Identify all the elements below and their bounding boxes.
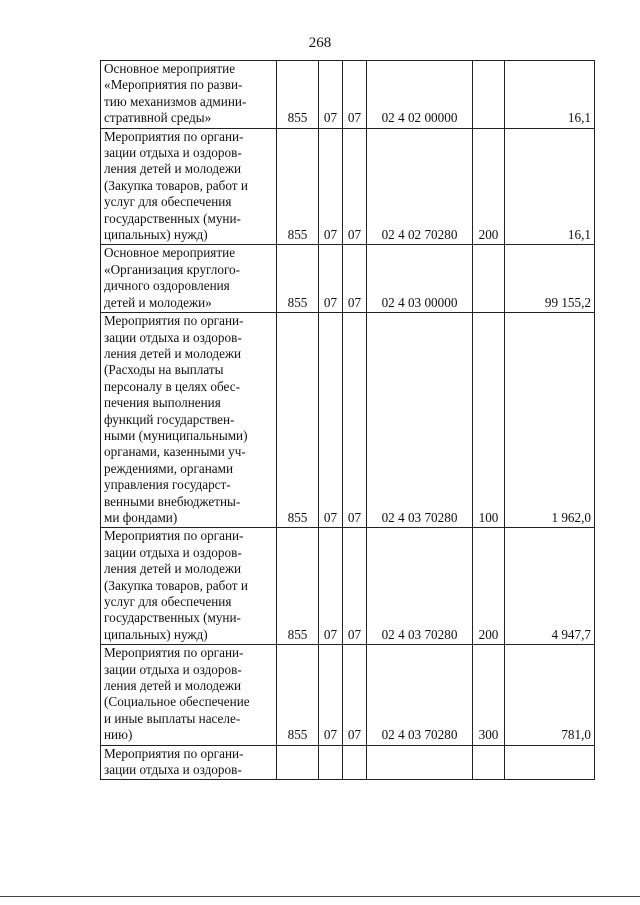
table-row [101, 128, 595, 245]
amount-cell: 4 947,7 [505, 528, 595, 645]
section-cell: 07 [319, 528, 343, 645]
row-name-line: ления детей и молодежи [104, 161, 242, 177]
table-row [101, 313, 595, 528]
page-bottom-rule [0, 896, 640, 897]
section-cell: 07 [319, 245, 343, 313]
row-name-line: зации отдыха и оздоров- [104, 329, 242, 345]
table-row [101, 245, 595, 313]
table-body [101, 61, 595, 780]
row-name-line: Мероприятия по органи- [104, 313, 244, 329]
row-name-line: государственных (муни- [104, 210, 241, 226]
row-name-line: управления государст- [104, 477, 231, 493]
subsection-cell: 07 [343, 313, 367, 528]
admin-code-cell: 855 [277, 61, 319, 129]
row-name-line: зации отдыха и оздоров- [104, 661, 242, 677]
row-name-cell [101, 528, 277, 645]
row-name-cell [101, 128, 277, 245]
row-name-line: (Социальное обеспечение [104, 694, 250, 710]
row-name-cell [101, 313, 277, 528]
row-name-line: стративной среды» [104, 110, 212, 126]
row-name-line: печения выполнения [104, 395, 221, 411]
target-article-cell: 02 4 03 00000 [367, 245, 473, 313]
row-name-line: ления детей и молодежи [104, 561, 242, 577]
subsection-cell [343, 745, 367, 780]
row-name-line: (Закупка товаров, работ и [104, 177, 248, 193]
row-name-line: услуг для обеспечения [104, 594, 232, 609]
admin-code-cell: 855 [277, 528, 319, 645]
section-cell: 07 [319, 128, 343, 245]
expense-type-cell: 300 [473, 645, 505, 745]
row-name-line: венными внебюджетны- [104, 493, 241, 509]
row-name-line: функций государствен- [104, 411, 235, 427]
budget-table [100, 60, 595, 780]
row-name-cell [101, 645, 277, 745]
table-row [101, 61, 595, 129]
target-article-cell: 02 4 03 70280 [367, 645, 473, 745]
expense-type-cell [473, 61, 505, 129]
row-name-line: «Организация круглого- [104, 261, 241, 277]
expense-type-cell: 200 [473, 128, 505, 245]
amount-cell: 16,1 [505, 61, 595, 129]
amount-cell: 781,0 [505, 645, 595, 745]
row-name-line: ления детей и молодежи [104, 678, 242, 694]
row-name-line: ми фондами) [104, 509, 178, 525]
expense-type-cell: 200 [473, 528, 505, 645]
section-cell: 07 [319, 645, 343, 745]
expense-type-cell [473, 245, 505, 313]
row-name-cell [101, 61, 277, 129]
row-name-line: зации отдыха и оздоров- [104, 544, 242, 560]
amount-cell: 99 155,2 [505, 245, 595, 313]
row-name-line: Мероприятия по органи- [104, 745, 244, 761]
target-article-cell: 02 4 03 70280 [367, 528, 473, 645]
target-article-cell: 02 4 02 00000 [367, 61, 473, 129]
table-row [101, 528, 595, 645]
row-name-line: ципальных) нужд) [104, 626, 208, 642]
row-name-line: нию) [104, 727, 133, 743]
row-name-cell [101, 245, 277, 313]
page-number: 268 [308, 35, 332, 51]
section-cell: 07 [319, 313, 343, 528]
table-row [101, 745, 595, 780]
expense-type-cell: 100 [473, 313, 505, 528]
row-name-line: персоналу в целях обес- [104, 378, 240, 394]
row-name-line: ления детей и молодежи [104, 345, 242, 361]
row-name-line: и иные выплаты населе- [104, 710, 241, 726]
admin-code-cell: 855 [277, 313, 319, 528]
subsection-cell: 07 [343, 245, 367, 313]
row-name-line: (Закупка товаров, работ и [104, 577, 248, 593]
admin-code-cell: 855 [277, 128, 319, 245]
row-name-line: зации отдыха и оздоров- [104, 145, 242, 161]
row-name-line: зации отдыха и оздоров- [104, 762, 242, 778]
row-name-line: государственных (муни- [104, 610, 241, 626]
admin-code-cell: 855 [277, 245, 319, 313]
section-cell: 07 [319, 61, 343, 129]
section-cell [319, 745, 343, 780]
row-name-line: ципальных) нужд) [104, 227, 208, 243]
admin-code-cell [277, 745, 319, 780]
row-name-line: Основное мероприятие [104, 61, 236, 76]
expense-type-cell [473, 745, 505, 780]
target-article-cell [367, 745, 473, 780]
row-name-line: тию механизмов админи- [104, 93, 247, 109]
admin-code-cell: 855 [277, 645, 319, 745]
row-name-line: органами, казенными уч- [104, 444, 246, 460]
row-name-line: «Мероприятия по разви- [104, 77, 243, 93]
row-name-line: услуг для обеспечения [104, 194, 232, 210]
target-article-cell: 02 4 02 70280 [367, 128, 473, 245]
row-name-line: ными (муниципальными) [104, 427, 248, 443]
subsection-cell: 07 [343, 128, 367, 245]
row-name-line: детей и молодежи» [104, 294, 212, 310]
subsection-cell: 07 [343, 645, 367, 745]
row-name-line: (Расходы на выплаты [104, 362, 224, 378]
amount-cell: 1 962,0 [505, 313, 595, 528]
amount-cell [505, 745, 595, 780]
row-name-line: Основное мероприятие [104, 245, 236, 261]
row-name-line: Мероприятия по органи- [104, 128, 244, 144]
row-name-line: Мероприятия по органи- [104, 645, 244, 661]
amount-cell: 16,1 [505, 128, 595, 245]
table-row [101, 645, 595, 745]
subsection-cell: 07 [343, 528, 367, 645]
subsection-cell: 07 [343, 61, 367, 129]
row-name-line: реждениями, органами [104, 460, 234, 476]
row-name-line: Мероприятия по органи- [104, 528, 244, 544]
row-name-cell [101, 745, 277, 780]
target-article-cell: 02 4 03 70280 [367, 313, 473, 528]
row-name-line: дичного оздоровления [104, 278, 230, 294]
